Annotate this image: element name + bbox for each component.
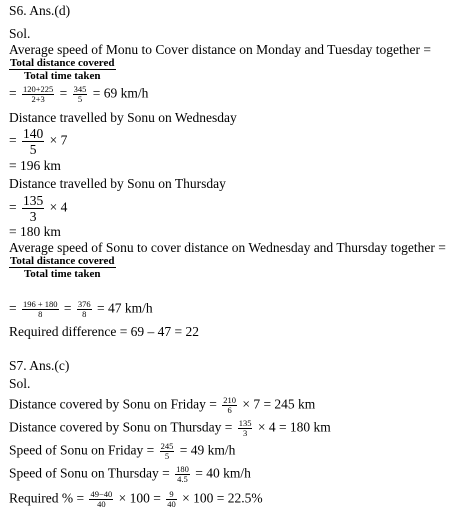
s7-thu-distance <box>9 419 331 438</box>
fraction-numerator: 135 <box>23 193 44 208</box>
formula-denominator: Total time taken <box>23 70 101 82</box>
eq-multiplier: × 7 <box>49 132 68 148</box>
fraction-numerator: 140 <box>23 126 44 141</box>
formula-denominator: Total time taken <box>23 268 101 280</box>
s6-thu-equation <box>9 193 67 224</box>
fraction-denominator: 40 <box>167 499 176 509</box>
line-result: = 49 km/h <box>179 442 236 458</box>
fraction-denominator: 2+3 <box>31 94 45 104</box>
fraction-numerator: 9 <box>166 490 177 500</box>
s6-formula-fraction-2 <box>9 255 118 280</box>
s6-avg-sonu-text: Average speed of Sonu to cover distance on Wednesday and Thursday together = <box>9 240 446 255</box>
s7-fri-speed <box>9 442 235 461</box>
s7-thu-speed <box>9 465 251 484</box>
fraction-numerator: 120+225 <box>23 84 54 94</box>
eq-result: = 47 km/h <box>97 300 153 316</box>
eq-sign: = <box>9 199 17 215</box>
formula-numerator: Total distance covered <box>10 255 115 267</box>
s6-wed-result: = 196 km <box>9 158 61 173</box>
line-result: = 40 km/h <box>195 465 251 481</box>
fraction-numerator: 180 <box>176 464 189 474</box>
line-result: × 100 = 22.5% <box>182 490 263 506</box>
fraction-numerator: 210 <box>223 395 236 405</box>
s6-wed-text: Distance travelled by Sonu on Wednesday <box>9 110 237 125</box>
line-result: × 7 = 245 km <box>242 396 316 412</box>
fraction-numerator: 196 + 180 <box>23 299 58 309</box>
formula-numerator: Total distance covered <box>10 57 115 69</box>
s6-sol-label: Sol. <box>9 26 31 41</box>
s7-fri-distance <box>9 396 315 415</box>
s6-wed-equation <box>9 126 67 157</box>
fraction-numerator: 376 <box>77 299 91 309</box>
fraction-numerator: 135 <box>238 418 252 428</box>
eq-sign: = <box>63 300 72 316</box>
eq-sign: = <box>9 85 17 101</box>
s6-sonu-equation <box>9 300 153 319</box>
fraction-denominator: 3 <box>29 209 37 224</box>
fraction-denominator: 4.5 <box>177 474 188 484</box>
line-text: Distance covered by Sonu on Thursday = <box>9 419 233 435</box>
s6-heading: S6. Ans.(d) <box>9 3 71 18</box>
s6-monu-equation <box>9 85 148 104</box>
s7-sol-label: Sol. <box>9 376 31 391</box>
s7-required-percent <box>9 490 263 509</box>
eq-multiplier: × 4 <box>49 199 68 215</box>
eq-sign: = <box>9 300 17 316</box>
line-text: Required % = <box>9 490 85 506</box>
s6-thu-text: Distance travelled by Sonu on Thursday <box>9 176 226 191</box>
eq-result: = 69 km/h <box>92 85 149 101</box>
s7-heading: S7. Ans.(c) <box>9 358 70 373</box>
fraction-denominator: 5 <box>164 451 170 461</box>
fraction-denominator: 40 <box>97 499 106 509</box>
fraction-denominator: 5 <box>77 94 83 104</box>
eq-sign: = <box>59 85 68 101</box>
fraction-denominator: 8 <box>38 309 43 319</box>
line-text: Speed of Sonu on Friday = <box>9 442 155 458</box>
fraction-denominator: 8 <box>82 309 87 319</box>
line-result: × 4 = 180 km <box>257 419 331 435</box>
s6-avg-monu-text: Average speed of Monu to Cover distance on Monday and Tuesday together = <box>9 42 432 57</box>
fraction-denominator: 3 <box>242 428 248 438</box>
line-text: Distance covered by Sonu on Friday = <box>9 396 217 412</box>
s6-formula-fraction <box>9 57 118 82</box>
eq-sign: = <box>9 132 17 148</box>
fraction-numerator: 345 <box>73 84 87 94</box>
fraction-denominator: 6 <box>227 405 232 415</box>
fraction-numerator: 49−40 <box>90 489 113 499</box>
fraction-denominator: 5 <box>29 142 37 157</box>
s6-thu-result: = 180 km <box>9 224 61 239</box>
s6-required-difference: Required difference = 69 – 47 = 22 <box>9 324 200 339</box>
fraction-numerator: 245 <box>160 441 174 451</box>
line-mid: × 100 = <box>118 490 161 506</box>
line-text: Speed of Sonu on Thursday = <box>9 465 170 481</box>
